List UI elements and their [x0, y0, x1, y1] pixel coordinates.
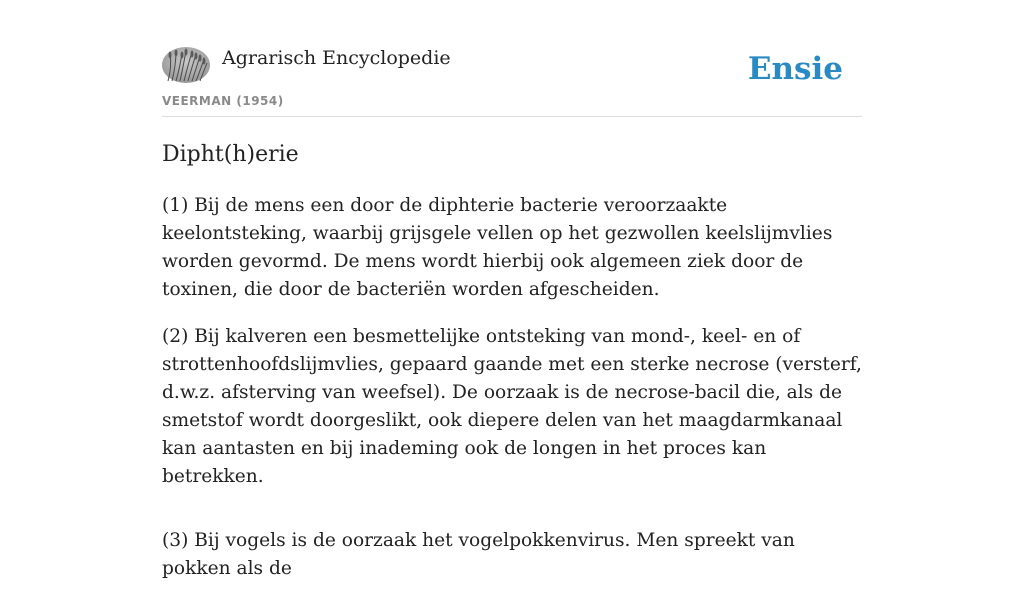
source-label: VEERMAN (1954): [162, 94, 284, 108]
entry-paragraph: (3) Bij vogels is de oorzaak het vogelpokkenvirus. Men spreekt van pokken als de: [162, 530, 795, 579]
wheat-field-icon[interactable]: [162, 47, 210, 83]
brand-logo[interactable]: Ensie: [747, 51, 843, 87]
site-title[interactable]: Agrarisch Encyclopedie: [222, 47, 451, 69]
entry-paragraph: (2) Bij kalveren een besmettelijke ontsteking van mond-, keel- en of strottenhoofdslijmvlies, gepaard gaande met een sterke necrose (versterf, d.w.z. afsterving van weefsel). De oorzaak is de necrose-bacil die, als de smetstof wordt doorgeslikt, ook diepere delen van het maagdarmkanaal kan aantasten en bij inademing ook de longen in het proces kan betrekken.: [162, 326, 862, 487]
entry-body: [162, 192, 862, 602]
entry-paragraph: (1) Bij de mens een door de diphterie bacterie veroorzaakte keelontsteking, waarbij grijsgele vellen op het gezwollen keelslijmvlies worden gevormd. De mens wordt hierbij ook algemeen ziek door de toxinen, die door de bacteriën worden afgescheiden.: [162, 195, 833, 300]
header: [162, 0, 862, 117]
entry-title: Dipht(h)erie: [162, 142, 299, 167]
